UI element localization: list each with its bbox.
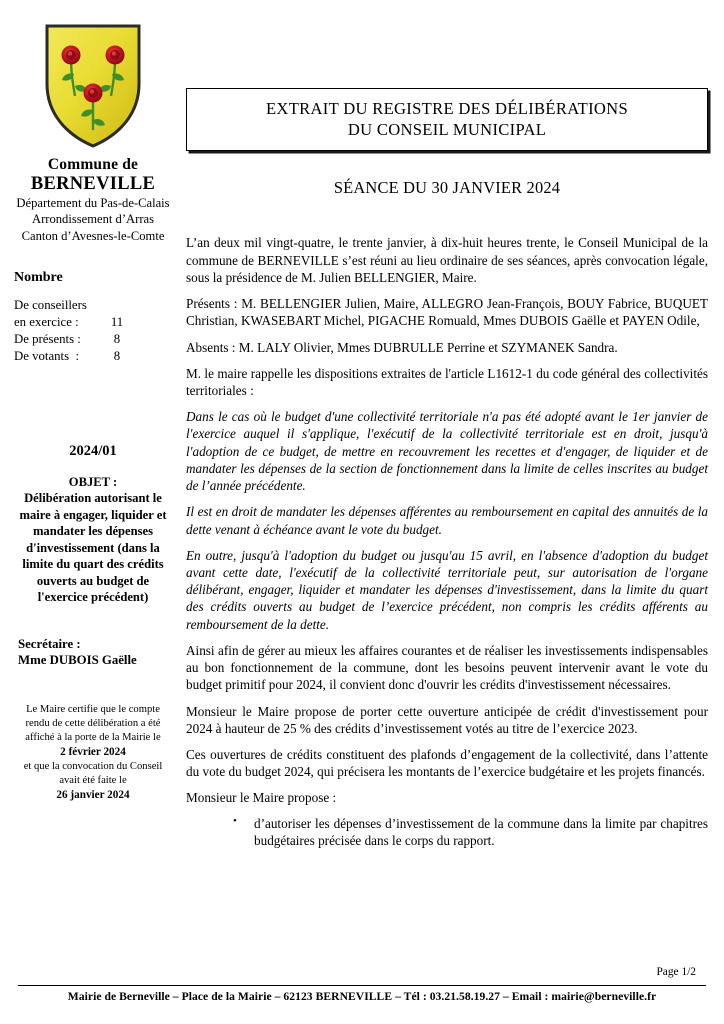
page-title: EXTRAIT DU REGISTRE DES DÉLIBÉRATIONS (265, 99, 628, 118)
objet-label: OBJET : (68, 474, 118, 489)
count-label-votants: De votants : (14, 348, 80, 363)
count-row (14, 297, 180, 314)
date-convocation: 26 janvier 2024 (56, 789, 130, 802)
page-footer (0, 958, 724, 1024)
page-number: Page 1/2 (656, 966, 696, 978)
certif-line-1: Le Maire certifie que le compte (26, 703, 160, 715)
deliberation-number: 2024/01 (69, 442, 117, 459)
paragraph-article-intro: M. le maire rappelle les dispositions extraites de l'article L1612-1 du code général des collectivités territoriales : (186, 365, 708, 398)
certification-block (6, 703, 180, 803)
shield-icon (41, 22, 145, 150)
arrondissement-label: Arrondissement d’Arras (31, 212, 155, 227)
objet-line-7: budget de l'exercice (37, 573, 150, 605)
objet-line-4: d'investissement (26, 540, 115, 555)
quote-paragraph-1: Dans le cas où le budget d'une collectivité territoriale n'a pas été adopté avant le 1er janvier de l'exercice auquel il s'applique, l'exécutif de la collectivité territoriale est en droit, jusqu'à l'adoption de ce budget, de mettre en recouvrement les recettes et d'engager, de liquider et de mandater les dépenses de la section de fonctionnement dans la limite de celles inscrites au budget de l’année précédente. (186, 409, 708, 494)
table-row (14, 314, 180, 331)
commune-label: Commune de (47, 156, 139, 173)
paragraph-ainsi: Ainsi afin de gérer au mieux les affaires courantes et de réaliser les investissements indispensables au bon fonctionnement de la commune, dont les besoins peuvent intervenir avant le vote du budget primitif pour 2024, il convient donc d'ouvrir les crédits d'investissement nécessaires. (186, 642, 708, 693)
certif-line-6: Conseil avait été faite le (59, 760, 163, 787)
secretaire-label: Secrétaire : (18, 636, 81, 651)
paragraph-presents: Présents : M. BELLENGIER Julien, Maire, ALLEGRO Jean-François, BOUY Fabrice, BUQUET Christian, KWASEBART Michel, PIGACHE Romuald, Mmes DUBOIS Gaëlle et PAYEN Odile, (186, 296, 708, 329)
objet-block (6, 474, 180, 606)
objet-line-3: et mandater les dépenses (32, 507, 167, 539)
nombre-heading: Nombre (14, 270, 63, 286)
seance-heading: SÉANCE DU 30 JANVIER 2024 (333, 178, 561, 198)
date-affichage: 2 février 2024 (60, 746, 126, 759)
departement-label: Département du Pas-de-Calais (16, 196, 170, 211)
table-row (14, 331, 180, 348)
count-label-exercice: en exercice : (14, 315, 79, 330)
paragraph-propose-label: Monsieur le Maire propose : (186, 790, 337, 806)
attendance-counts (6, 297, 180, 365)
commune-name: BERNEVILLE (30, 173, 156, 194)
paragraph-absents: Absents : M. LALY Olivier, Mmes DUBRULLE Perrine et SZYMANEK Sandra. (186, 339, 618, 355)
objet-line-1: Délibération autorisant le (24, 491, 162, 506)
count-label-presents: De présents : (14, 331, 81, 346)
secretaire-block (6, 636, 180, 669)
document-title-box (186, 88, 708, 151)
canton-label: Canton d’Avesnes-le-Comte (21, 228, 165, 243)
count-value-votants: 8 (113, 348, 121, 363)
list-item: • d’autoriser les dépenses d’investissement de la commune dans la limite par chapitres budgétaires précisée dans le corps du rapport. (233, 815, 708, 849)
objet-line-5: (dans la limite du quart (22, 540, 160, 572)
count-value-exercice: 11 (110, 315, 124, 330)
paragraph-plafonds: Ces ouvertures de crédits constituent des plafonds d’engagement de la collectivité, dans l’attente du vote du budget 2024, qui précisera les montants de l’exercice budgétaire et les projets financés. (186, 746, 708, 780)
page-subtitle: DU CONSEIL MUNICIPAL (347, 120, 547, 140)
objet-line-6: des crédits ouverts au (36, 557, 164, 588)
paragraph-proposition: Monsieur le Maire propose de porter cette ouverture anticipée de crédit d'investissement pour 2024 à hauteur de 25 % des crédits d’investissement votés au titre de l’exercice 2023. (186, 703, 708, 736)
certif-line-4: le (153, 732, 161, 743)
conseillers-line1: De conseillers (14, 298, 87, 313)
certif-line-2: rendu de cette délibération a été (25, 717, 161, 729)
quote-paragraph-3: En outre, jusqu'à l'adoption du budget ou jusqu'au 15 avril, en l'absence d'adoption du budget avant cette date, l'exécutif de la collectivité territoriale peut, sur autorisation de l'organe délibérant, engager, liquider et mandater les dépenses d'investissement, dans la limite du quart des crédits ouverts au budget de l’exercice précédent, non compris les crédits afférents au remboursement de la dette. (186, 547, 708, 632)
count-value-presents: 8 (113, 331, 121, 346)
footer-contact: Mairie de Berneville – Place de la Mairie – 62123 BERNEVILLE – Tél : 03.21.58.19.27 – Email : mairie@berneville.fr (67, 990, 657, 1003)
footer-divider (18, 985, 706, 986)
secretaire-name: Mme DUBOIS Gaëlle (18, 653, 137, 668)
paragraph-opening: L’an deux mil vingt-quatre, le trente janvier, à dix-huit heures trente, le Conseil Municipal de la commune de BERNEVILLE s’est réuni au lieu ordinaire de ses séances, après convocation légale, sous la présidence de M. Julien BELLENGIER, Maire. (186, 235, 708, 285)
quote-paragraph-2: Il est en droit de mandater les dépenses afférentes au remboursement en capital des annuités de la dette venant à échéance avant le vote du budget. (186, 504, 708, 537)
proposals-list (186, 815, 708, 849)
objet-line-2: maire à engager, liquider (19, 507, 154, 522)
document-body (186, 234, 708, 849)
coat-of-arms (6, 22, 180, 150)
table-row (14, 348, 180, 365)
main-column (186, 0, 712, 960)
objet-line-8: précédent) (90, 590, 149, 605)
left-column (0, 0, 186, 960)
certif-line-5: et que la convocation du (23, 760, 128, 772)
certif-line-3: affiché à la porte de la Mairie (25, 732, 151, 743)
